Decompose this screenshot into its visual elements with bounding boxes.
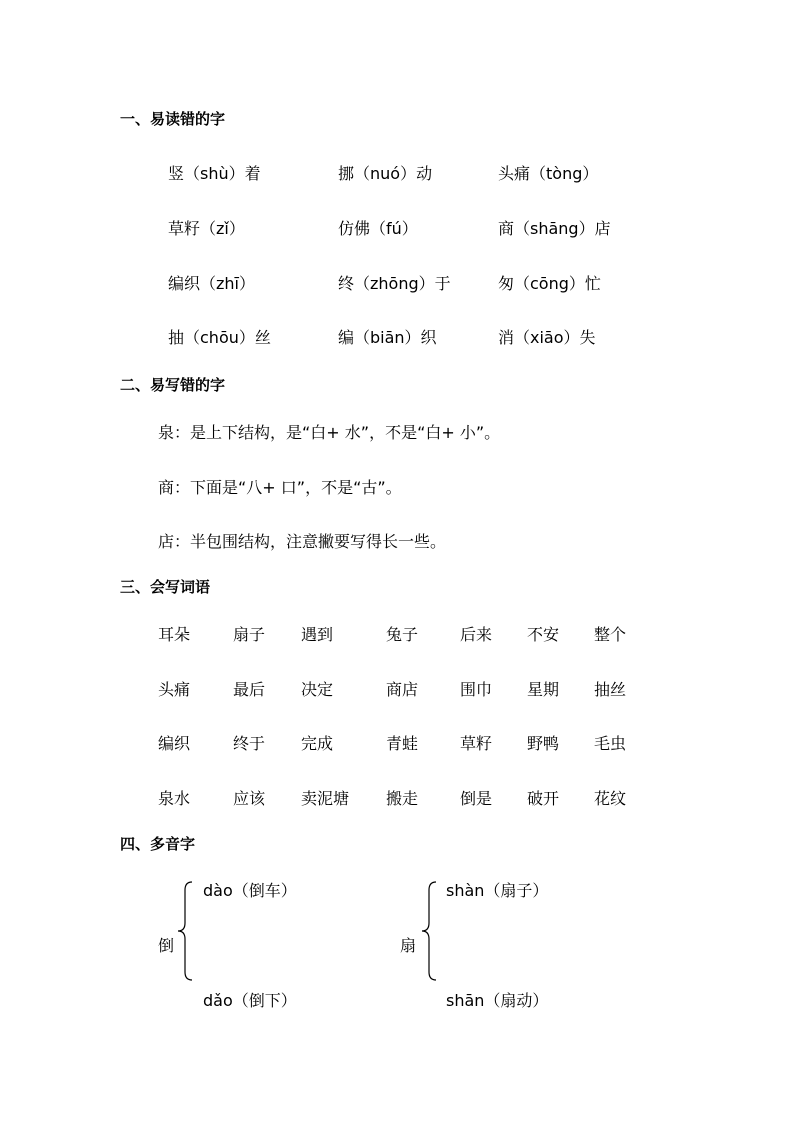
vocab-word: 破开	[527, 789, 560, 808]
brace-icon	[420, 880, 440, 982]
vocab-word: 决定	[301, 680, 334, 699]
writing-note: 泉：是上下结构，是“白+ 水”，不是“白+ 小”。	[158, 423, 501, 442]
vocab-word: 毛虫	[594, 734, 627, 753]
pinyin-entry: 商（shāng）店	[498, 219, 611, 238]
pinyin-entry: 编（biān）织	[338, 328, 437, 347]
section-4-heading: 四、多音字	[120, 835, 196, 853]
vocab-word: 整个	[594, 625, 627, 644]
vocab-word: 围巾	[460, 680, 493, 699]
vocab-word: 终于	[233, 734, 266, 753]
vocab-word: 抽丝	[594, 680, 627, 699]
polyphone-reading: shān（扇动）	[446, 991, 549, 1010]
pinyin-entry: 消（xiāo）失	[498, 328, 596, 347]
section-1-heading: 一、易读错的字	[120, 110, 226, 128]
vocab-word: 倒是	[460, 789, 493, 808]
vocab-word: 商店	[386, 680, 419, 699]
vocab-word: 青蛙	[386, 734, 419, 753]
polyphone-reading: dǎo（倒下）	[203, 991, 297, 1010]
polyphone-char: 倒	[158, 936, 175, 955]
pinyin-entry: 编织（zhī）	[168, 274, 255, 293]
vocab-word: 搬走	[386, 789, 419, 808]
vocab-word: 野鸭	[527, 734, 560, 753]
pinyin-entry: 仿佛（fú）	[338, 219, 418, 238]
vocab-word: 兔子	[386, 625, 419, 644]
vocab-word: 后来	[460, 625, 493, 644]
vocab-word: 遇到	[301, 625, 334, 644]
vocab-word: 草籽	[460, 734, 493, 753]
polyphone-reading: dào（倒车）	[203, 881, 297, 900]
vocab-word: 最后	[233, 680, 266, 699]
vocab-word: 泉水	[158, 789, 191, 808]
pinyin-entry: 草籽（zǐ）	[168, 219, 245, 238]
polyphone-char: 扇	[400, 936, 417, 955]
vocab-word: 卖泥塘	[301, 789, 350, 808]
vocab-word: 头痛	[158, 680, 191, 699]
vocab-word: 星期	[527, 680, 560, 699]
vocab-word: 完成	[301, 734, 334, 753]
vocab-word: 不安	[527, 625, 560, 644]
vocab-word: 花纹	[594, 789, 627, 808]
vocab-word: 编织	[158, 734, 191, 753]
section-2-heading: 二、易写错的字	[120, 376, 226, 394]
pinyin-entry: 竖（shù）着	[168, 164, 261, 183]
polyphone-reading: shàn（扇子）	[446, 881, 549, 900]
vocab-word: 应该	[233, 789, 266, 808]
vocab-word: 耳朵	[158, 625, 191, 644]
writing-note: 商：下面是“八+ 口”，不是“古”。	[158, 478, 402, 497]
section-3-heading: 三、会写词语	[120, 578, 211, 596]
writing-note: 店：半包围结构，注意撇要写得长一些。	[158, 532, 447, 551]
pinyin-entry: 头痛（tòng）	[498, 164, 599, 183]
pinyin-entry: 匆（cōng）忙	[498, 274, 601, 293]
pinyin-entry: 挪（nuó）动	[338, 164, 433, 183]
vocab-word: 扇子	[233, 625, 266, 644]
pinyin-entry: 抽（chōu）丝	[168, 328, 271, 347]
brace-icon	[176, 880, 196, 982]
pinyin-entry: 终（zhōng）于	[338, 274, 451, 293]
